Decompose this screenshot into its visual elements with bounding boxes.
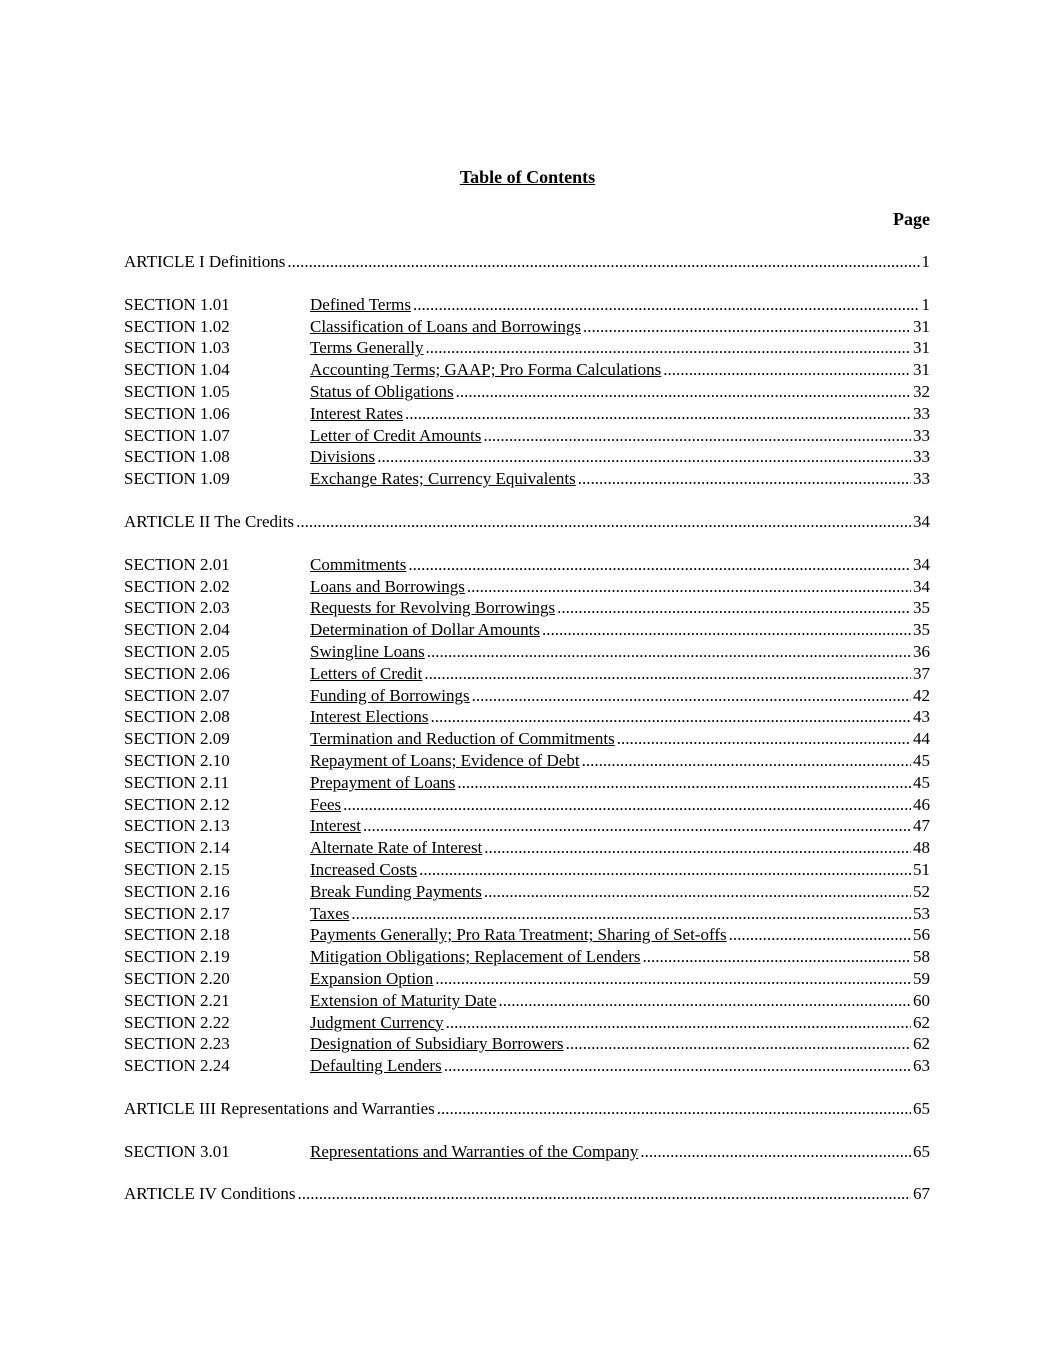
section-number: SECTION 2.06 [124, 663, 230, 683]
article-label: ARTICLE II The Credits [124, 511, 295, 531]
page-number: 1 [921, 252, 930, 271]
toc-section-row[interactable] [124, 446, 930, 468]
toc-section-row[interactable] [124, 597, 930, 619]
toc-article-row[interactable] [124, 511, 930, 533]
section-title-link[interactable]: Increased Costs [310, 859, 418, 879]
dot-leader [413, 294, 920, 316]
section-title-link[interactable]: Termination and Reduction of Commitments [310, 729, 615, 749]
dot-leader [566, 1033, 911, 1055]
dot-leader [408, 554, 911, 576]
toc-section-row[interactable] [124, 924, 930, 946]
page-number: 31 [913, 338, 930, 358]
section-number: SECTION 1.03 [124, 338, 230, 358]
section-title-link[interactable]: Prepayment of Loans [310, 772, 456, 792]
page-number: 60 [913, 990, 930, 1010]
section-number: SECTION 2.15 [124, 859, 230, 879]
section-title-link[interactable]: Determination of Dollar Amounts [310, 620, 540, 640]
section-number: SECTION 2.19 [124, 947, 230, 967]
section-number: SECTION 1.09 [124, 469, 230, 489]
page-number: 32 [913, 381, 930, 401]
page-number: 37 [913, 663, 930, 683]
section-title-link[interactable]: Divisions [310, 447, 376, 467]
section-title-link[interactable]: Payments Generally; Pro Rata Treatment; Sharing of Set-offs [310, 925, 727, 945]
dot-leader [640, 1141, 911, 1163]
dot-leader [405, 403, 911, 425]
dot-leader [431, 706, 912, 728]
section-number: SECTION 2.11 [124, 772, 230, 792]
section-title-link[interactable]: Status of Obligations [310, 381, 454, 401]
section-title-link[interactable]: Interest [310, 816, 361, 836]
toc-section-row[interactable] [124, 903, 930, 925]
section-number: SECTION 1.02 [124, 316, 230, 336]
section-number: SECTION 2.23 [124, 1034, 230, 1054]
section-number: SECTION 1.01 [124, 294, 230, 314]
dot-leader [427, 641, 911, 663]
section-title-link[interactable]: Letters of Credit [310, 663, 423, 683]
toc-section-row[interactable] [124, 794, 930, 816]
dot-leader [343, 794, 911, 816]
section-number: SECTION 1.07 [124, 425, 230, 445]
dot-leader [472, 685, 911, 707]
section-title-link[interactable]: Accounting Terms; GAAP; Pro Forma Calculations [310, 360, 662, 380]
page-number: 45 [913, 772, 930, 792]
toc-section-row[interactable] [124, 576, 930, 598]
section-number: SECTION 1.08 [124, 447, 230, 467]
toc-section-row[interactable] [124, 1033, 930, 1055]
toc-title: Table of Contents [459, 167, 596, 187]
section-number: SECTION 2.08 [124, 707, 230, 727]
page-number: 43 [913, 707, 930, 727]
page-number: 46 [913, 794, 930, 814]
toc-section-row[interactable] [124, 968, 930, 990]
section-number: SECTION 2.14 [124, 838, 230, 858]
section-title-link[interactable]: Commitments [310, 554, 407, 574]
toc-section-row[interactable] [124, 685, 930, 707]
dot-leader [426, 337, 911, 359]
page-number: 56 [913, 925, 930, 945]
section-title-link[interactable]: Break Funding Payments [310, 881, 482, 901]
toc-list [124, 251, 930, 1205]
page-number: 33 [913, 469, 930, 489]
section-title-link[interactable]: Fees [310, 794, 342, 814]
section-title-link[interactable]: Taxes [310, 903, 350, 923]
page-number: 33 [913, 425, 930, 445]
page-number: 58 [913, 947, 930, 967]
section-number: SECTION 2.04 [124, 620, 230, 640]
page-number: 53 [913, 903, 930, 923]
dot-leader [499, 990, 912, 1012]
section-number: SECTION 2.24 [124, 1056, 230, 1076]
dot-leader [363, 815, 911, 837]
toc-article-row[interactable] [124, 1098, 930, 1120]
toc-section-row[interactable] [124, 881, 930, 903]
section-number: SECTION 2.12 [124, 794, 230, 814]
dot-leader [456, 381, 911, 403]
section-title-link[interactable]: Interest Elections [310, 707, 429, 727]
toc-section-row[interactable] [124, 468, 930, 490]
toc-section-row[interactable] [124, 772, 930, 794]
dot-leader [578, 468, 911, 490]
page-number: 1 [921, 294, 930, 314]
toc-section-row[interactable] [124, 815, 930, 837]
section-number: SECTION 2.22 [124, 1012, 230, 1032]
toc-article-row[interactable] [124, 251, 930, 273]
dot-leader [483, 425, 911, 447]
page-number: 65 [913, 1141, 930, 1161]
dot-leader [729, 924, 911, 946]
section-title-link[interactable]: Mitigation Obligations; Replacement of Lenders [310, 947, 641, 967]
page-number: 31 [913, 316, 930, 336]
page-number: 34 [913, 576, 930, 596]
section-number: SECTION 2.10 [124, 750, 230, 770]
section-number: SECTION 1.06 [124, 403, 230, 423]
dot-leader [296, 511, 911, 533]
page-number: 36 [913, 641, 930, 661]
dot-leader [435, 968, 911, 990]
section-title-link[interactable]: Letter of Credit Amounts [310, 425, 482, 445]
section-number: SECTION 2.16 [124, 881, 230, 901]
page-number: 34 [913, 511, 930, 531]
dot-leader [298, 1183, 911, 1205]
section-number: SECTION 3.01 [124, 1141, 230, 1161]
section-title-link[interactable]: Terms Generally [310, 338, 424, 358]
toc-section-row[interactable] [124, 1141, 930, 1163]
section-title-link[interactable]: Defined Terms [310, 294, 411, 314]
dot-leader [583, 316, 911, 338]
section-number: SECTION 2.01 [124, 554, 230, 574]
toc-section-row[interactable] [124, 837, 930, 859]
page-number: 44 [913, 729, 930, 749]
toc-section-row[interactable] [124, 337, 930, 359]
section-number: SECTION 2.05 [124, 641, 230, 661]
section-number: SECTION 1.04 [124, 360, 230, 380]
page-number: 35 [913, 598, 930, 618]
dot-leader [419, 859, 911, 881]
page-number: 35 [913, 620, 930, 640]
page-number: 33 [913, 403, 930, 423]
section-number: SECTION 2.07 [124, 685, 230, 705]
section-title-link[interactable]: Interest Rates [310, 403, 403, 423]
section-title-link[interactable]: Requests for Revolving Borrowings [310, 598, 556, 618]
toc-section-row[interactable] [124, 1055, 930, 1077]
page-number: 31 [913, 360, 930, 380]
section-title-link[interactable]: Defaulting Lenders [310, 1056, 442, 1076]
section-title-link[interactable]: Swingline Loans [310, 641, 425, 661]
toc-section-row[interactable] [124, 619, 930, 641]
page-number: 45 [913, 750, 930, 770]
page-number: 62 [913, 1012, 930, 1032]
dot-leader [582, 750, 911, 772]
dot-leader [457, 772, 911, 794]
dot-leader [663, 359, 911, 381]
dot-leader [484, 837, 911, 859]
article-label: ARTICLE IV Conditions [124, 1184, 296, 1204]
toc-section-row[interactable] [124, 554, 930, 576]
dot-leader [287, 251, 919, 273]
toc-section-row[interactable] [124, 859, 930, 881]
section-number: SECTION 2.18 [124, 925, 230, 945]
dot-leader [377, 446, 911, 468]
article-label: ARTICLE III Representations and Warranties [124, 1098, 435, 1118]
page-number: 47 [913, 816, 930, 836]
dot-leader [444, 1055, 911, 1077]
dot-leader [467, 576, 911, 598]
page-number: 65 [913, 1098, 930, 1118]
section-number: SECTION 2.09 [124, 729, 230, 749]
section-title-link[interactable]: Funding of Borrowings [310, 685, 470, 705]
dot-leader [617, 728, 911, 750]
section-title-link[interactable]: Exchange Rates; Currency Equivalents [310, 469, 576, 489]
article-label: ARTICLE I Definitions [124, 252, 286, 271]
toc-section-row[interactable] [124, 641, 930, 663]
section-number: SECTION 2.03 [124, 598, 230, 618]
section-title-link[interactable]: Loans and Borrowings [310, 576, 465, 596]
toc-article-row[interactable] [124, 1183, 930, 1205]
page-number: 48 [913, 838, 930, 858]
section-number: SECTION 2.21 [124, 990, 230, 1010]
toc-section-row[interactable] [124, 425, 930, 447]
toc-section-row[interactable] [124, 946, 930, 968]
page-number: 34 [913, 554, 930, 574]
section-title-link[interactable]: Repayment of Loans; Evidence of Debt [310, 750, 580, 770]
section-title-link[interactable]: Classification of Loans and Borrowings [310, 316, 582, 336]
toc-section-row[interactable] [124, 728, 930, 750]
page-number: 62 [913, 1034, 930, 1054]
section-title-link[interactable]: Judgment Currency [310, 1012, 444, 1032]
toc-section-row[interactable] [124, 750, 930, 772]
section-number: SECTION 2.20 [124, 968, 230, 988]
page-number: 63 [913, 1056, 930, 1076]
toc-section-row[interactable] [124, 403, 930, 425]
section-title-link[interactable]: Alternate Rate of Interest [310, 838, 483, 858]
toc-section-row[interactable] [124, 294, 930, 316]
page-number: 67 [913, 1184, 930, 1204]
dot-leader [446, 1012, 911, 1034]
toc-section-row[interactable] [124, 663, 930, 685]
section-number: SECTION 2.17 [124, 903, 230, 923]
section-number: SECTION 2.13 [124, 816, 230, 836]
page-number: 59 [913, 968, 930, 988]
dot-leader [437, 1098, 911, 1120]
toc-section-row[interactable] [124, 381, 930, 403]
page-column-heading: Page [893, 209, 930, 229]
toc-section-row[interactable] [124, 990, 930, 1012]
toc-section-row[interactable] [124, 359, 930, 381]
section-title-link[interactable]: Designation of Subsidiary Borrowers [310, 1034, 564, 1054]
dot-leader [542, 619, 911, 641]
page-number: 42 [913, 685, 930, 705]
dot-leader [351, 903, 911, 925]
dot-leader [424, 663, 911, 685]
dot-leader [484, 881, 911, 903]
dot-leader [642, 946, 911, 968]
toc-section-row[interactable] [124, 1012, 930, 1034]
section-number: SECTION 1.05 [124, 381, 230, 401]
dot-leader [557, 597, 911, 619]
section-title-link[interactable]: Extension of Maturity Date [310, 990, 497, 1010]
toc-section-row[interactable] [124, 316, 930, 338]
section-title-link[interactable]: Representations and Warranties of the Company [310, 1141, 639, 1161]
toc-section-row[interactable] [124, 706, 930, 728]
page-number: 51 [913, 859, 930, 879]
section-title-link[interactable]: Expansion Option [310, 968, 434, 988]
page-number: 52 [913, 881, 930, 901]
section-number: SECTION 2.02 [124, 576, 230, 596]
page-number: 33 [913, 447, 930, 467]
